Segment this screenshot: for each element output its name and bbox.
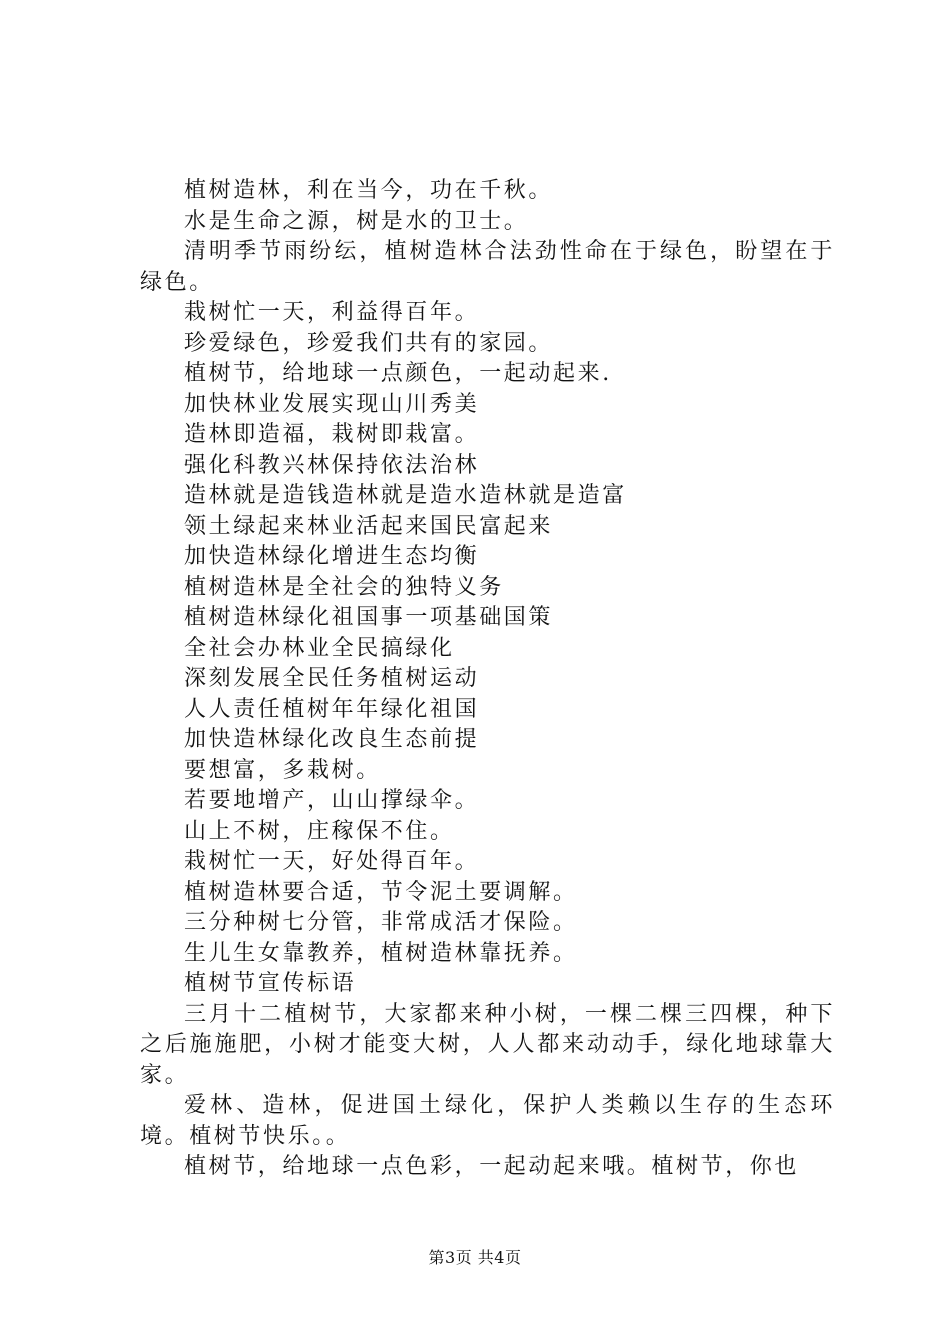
paragraph: 爱林、造林，促进国土绿化，保护人类赖以生存的生态环境。植树节快乐。。	[140, 1093, 835, 1149]
paragraph: 领土绿起来林业活起来国民富起来	[184, 513, 554, 539]
paragraph: 植树节，给地球一点色彩，一起动起来哦。植树节，你也	[184, 1154, 800, 1179]
paragraph: 植树造林要合适，节令泥土要调解。	[184, 879, 578, 905]
paragraph: 植树造林是全社会的独特义务	[184, 574, 504, 600]
paragraph: 造林即造福，栽树即栽富。	[184, 422, 480, 447]
paragraph: 生儿生女靠教养，植树造林靠抚养。	[184, 940, 578, 966]
paragraph: 强化科教兴林保持依法治林	[184, 452, 480, 478]
paragraph: 全社会办林业全民搞绿化	[184, 635, 455, 661]
section-heading: 植树节宣传标语	[184, 971, 357, 996]
paragraph: 加快造林绿化改良生态前提	[184, 727, 480, 752]
paragraph: 植树造林绿化祖国事一项基础国策	[184, 605, 554, 630]
paragraph: 栽树忙一天，利益得百年。	[184, 300, 480, 325]
paragraph: 三月十二植树节，大家都来种小树，一棵二棵三四棵，种下之后施施肥，小树才能变大树，人人都来动动手，绿化地球靠大家。	[140, 1001, 835, 1088]
paragraph: 植树造林，利在当今，功在千秋。	[184, 178, 554, 203]
paragraph: 栽树忙一天，好处得百年。	[184, 849, 480, 874]
paragraph: 加快林业发展实现山川秀美	[184, 391, 480, 417]
paragraph: 加快造林绿化增进生态均衡	[184, 544, 480, 569]
paragraph: 珍爱绿色，珍爱我们共有的家园。	[184, 330, 554, 356]
paragraph: 水是生命之源，树是水的卫士。	[184, 208, 529, 234]
page-footer: 第3页 共4页	[428, 1248, 522, 1267]
document-body	[140, 176, 835, 1183]
paragraph: 人人责任植树年年绿化祖国	[184, 696, 480, 722]
paragraph: 要想富，多栽树。	[184, 757, 381, 783]
paragraph: 三分种树七分管，非常成活才保险。	[184, 910, 578, 935]
paragraph: 植树节，给地球一点颜色，一起动起来.	[184, 361, 612, 386]
paragraph: 若要地增产，山山撑绿伞。	[184, 788, 480, 813]
paragraph: 深刻发展全民任务植树运动	[184, 666, 480, 691]
paragraph: 造林就是造钱造林就是造水造林就是造富	[184, 483, 627, 508]
paragraph: 山上不树，庄稼保不住。	[184, 818, 455, 844]
paragraph: 清明季节雨纷纭，植树造林合法劲性命在于绿色，盼望在于绿色。	[140, 239, 835, 295]
